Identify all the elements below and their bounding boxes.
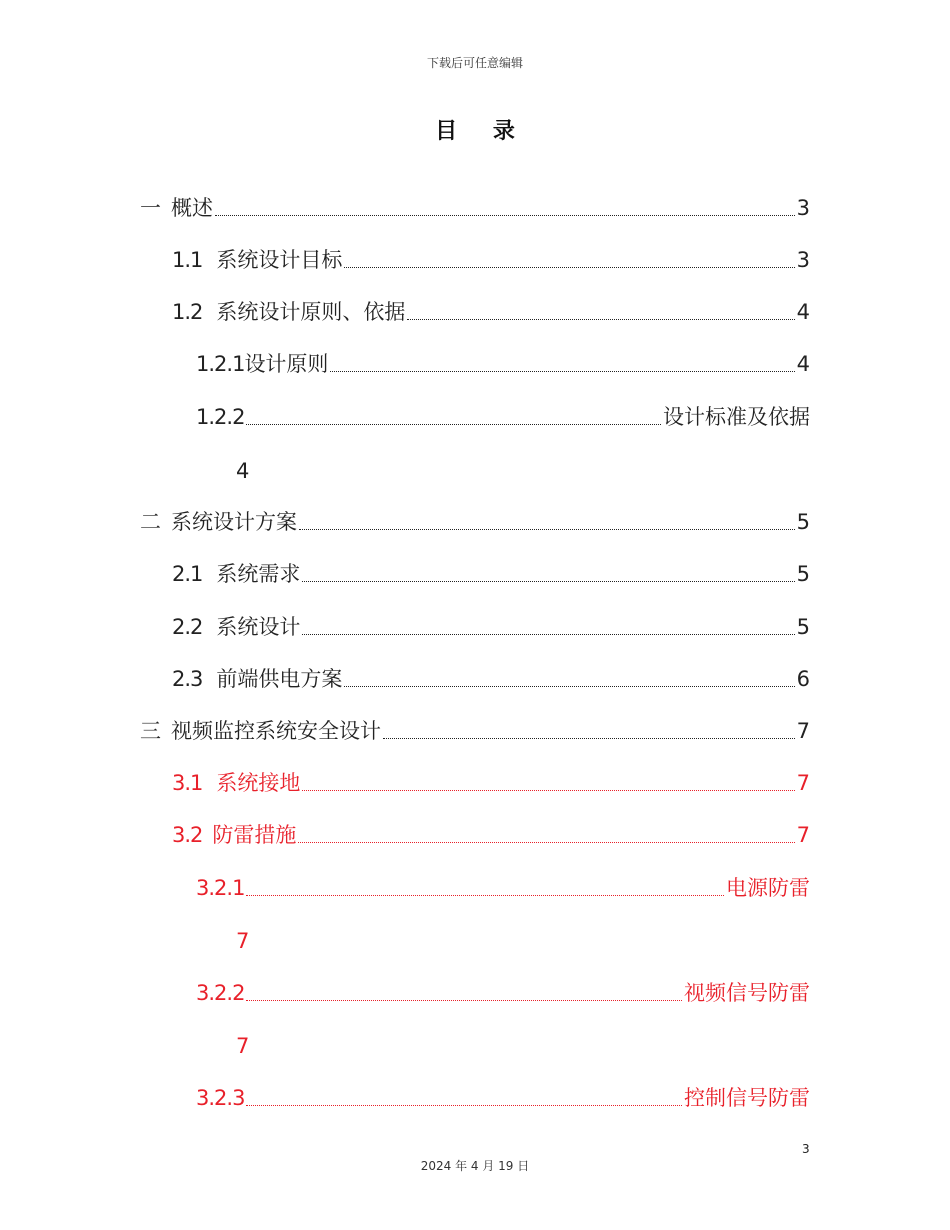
- dot-leader: [215, 215, 795, 216]
- toc-entry-number: 1.2: [172, 300, 203, 324]
- page-number: 3: [802, 1142, 810, 1156]
- toc-entry-number: 3.2.2: [196, 981, 245, 1005]
- toc-entry-number: 3.2.1: [196, 876, 245, 900]
- toc-entry-title: 系统设计目标: [216, 248, 343, 272]
- toc-entry-page: 7: [796, 771, 810, 795]
- toc-entry-number: 3.1: [172, 771, 203, 795]
- dot-leader: [344, 267, 794, 268]
- toc-entry-title: 前端供电方案: [216, 667, 343, 691]
- toc-entry[interactable]: [172, 611, 810, 643]
- toc-entry[interactable]: [140, 192, 810, 224]
- toc-entry-title: 设计原则: [244, 352, 329, 376]
- toc-entry-title: 电源防雷: [726, 876, 810, 900]
- toc-entry-number: 1.1: [172, 248, 203, 272]
- toc-entry-title: 视频监控系统安全设计: [171, 719, 381, 743]
- dot-leader: [246, 424, 661, 425]
- toc-entry-page: 7: [236, 1034, 250, 1058]
- toc-entry[interactable]: [140, 715, 810, 747]
- dot-leader: [383, 738, 795, 739]
- toc-entry-page: 5: [796, 562, 810, 586]
- toc-entry[interactable]: [196, 977, 810, 1009]
- toc-entry-page: 3: [796, 196, 810, 220]
- toc-entry-title: 系统接地: [216, 771, 301, 795]
- toc-entry-page: 4: [796, 352, 810, 376]
- toc-entry-page: 4: [796, 300, 810, 324]
- toc-entry[interactable]: [196, 401, 810, 433]
- toc-title: 目 录: [435, 119, 529, 144]
- toc-entry-number: 2.3: [172, 667, 203, 691]
- toc-entry[interactable]: [172, 244, 810, 276]
- toc-entry[interactable]: [196, 348, 810, 380]
- toc-entry[interactable]: [172, 558, 810, 590]
- toc-entry-title: 系统设计: [216, 615, 301, 639]
- toc-entry-number: 一: [140, 196, 161, 220]
- toc-entry-page: 7: [236, 929, 250, 953]
- footer-date: 2024 年 4 月 19 日: [420, 1159, 530, 1173]
- toc-entry-title: 设计标准及依据: [663, 405, 810, 429]
- toc-entry[interactable]: [140, 506, 810, 538]
- toc-entry-number: 二: [140, 510, 161, 534]
- dot-leader: [330, 371, 794, 372]
- toc-entry-page: 4: [236, 459, 250, 483]
- toc-entry-title: 概述: [171, 196, 213, 220]
- dot-leader: [407, 319, 794, 320]
- toc-entry-page: 3: [796, 248, 810, 272]
- toc-entry-title: 控制信号防雷: [684, 1086, 810, 1110]
- toc-entry[interactable]: [172, 767, 810, 799]
- dot-leader: [246, 895, 724, 896]
- toc-entry-page: 5: [796, 615, 810, 639]
- dot-leader: [302, 581, 794, 582]
- dot-leader: [246, 1105, 682, 1106]
- dot-leader: [302, 634, 794, 635]
- toc-entry-number: 1.2.1: [196, 352, 245, 376]
- toc-entry[interactable]: [196, 1082, 810, 1114]
- toc-entry-title: 视频信号防雷: [684, 981, 810, 1005]
- toc-entry-title: 系统设计方案: [171, 510, 297, 534]
- toc-entry-number: 3.2: [172, 823, 203, 847]
- toc-entry-number: 3.2.3: [196, 1086, 245, 1110]
- toc-entry-page: 5: [796, 510, 810, 534]
- header-note: 下载后可任意编辑: [426, 56, 523, 70]
- toc-entry-page: 7: [796, 823, 810, 847]
- toc-entry-number: 2.1: [172, 562, 203, 586]
- dot-leader: [246, 1000, 682, 1001]
- dot-leader: [344, 686, 794, 687]
- toc-entry-number: 1.2.2: [196, 405, 245, 429]
- toc-entry[interactable]: [196, 872, 810, 904]
- toc-entry-title: 系统需求: [216, 562, 301, 586]
- toc-entry-number: 2.2: [172, 615, 203, 639]
- toc-entry-number: 三: [140, 719, 161, 743]
- dot-leader: [298, 842, 794, 843]
- toc-entry-page: 7: [796, 719, 810, 743]
- toc-entry-page: 6: [796, 667, 810, 691]
- toc-entry[interactable]: [172, 819, 810, 851]
- dot-leader: [302, 790, 794, 791]
- toc-entry[interactable]: [172, 663, 810, 695]
- toc-entry[interactable]: [172, 296, 810, 328]
- toc-entry-title: 系统设计原则、依据: [216, 300, 406, 324]
- toc-entry-title: 防雷措施: [212, 823, 297, 847]
- dot-leader: [299, 529, 795, 530]
